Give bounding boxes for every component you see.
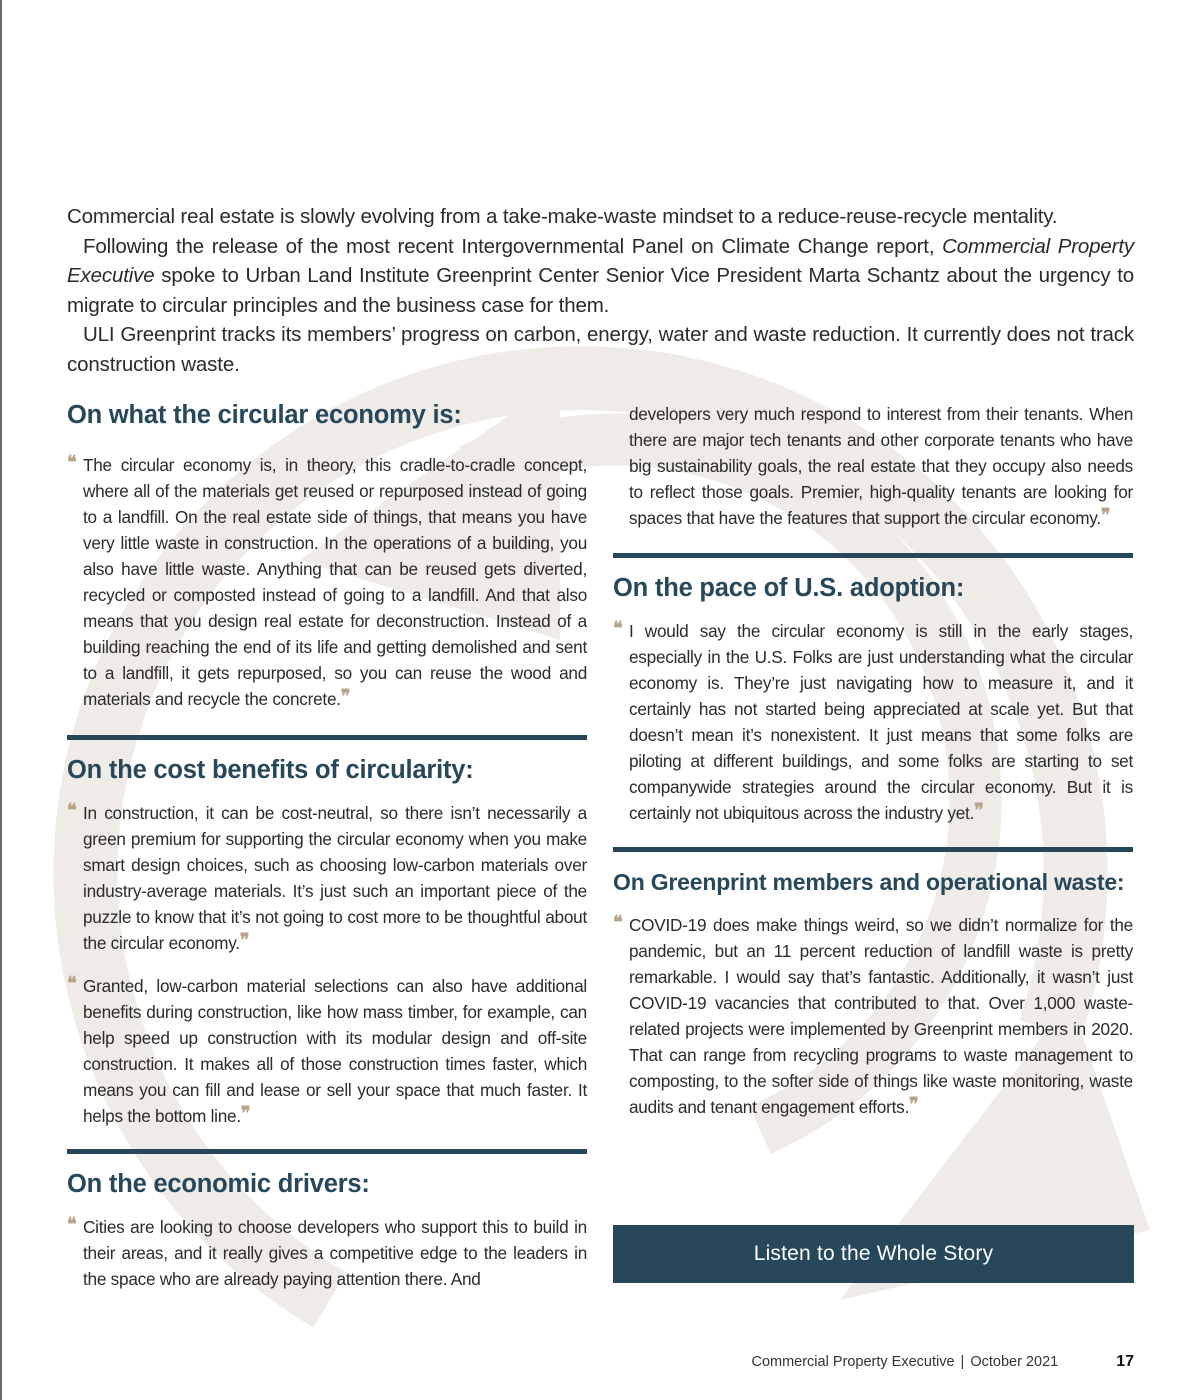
- close-quote-icon: ❞: [239, 930, 250, 951]
- footer-date: October 2021: [970, 1354, 1059, 1370]
- publication-name-italic: Commercial Property Executive: [67, 234, 1134, 288]
- listen-whole-story-button[interactable]: Listen to the Whole Story: [613, 1225, 1134, 1283]
- intro-paragraph-2-text: Following the release of the most recent Intergovernmental Panel on Climate Change report,: [83, 234, 943, 258]
- quote-text: COVID-19 does make things weird, so we didn’t normalize for the pandemic, but an 11 percent reduction of landfill waste is pretty remarkable. I would say that’s fantastic. Additionally, it wasn’t just COVID-19 vacancies that contributed to that. Over 1,000 waste-related projects were implemented by Greenprint members in 2020. That can range from recycling programs to waste management to composting, to the softer side of things like waste monitoring, waste audits and tenant engagement efforts.: [629, 915, 1133, 1117]
- quote-greenprint: [613, 912, 1133, 1120]
- quote-text: The circular economy is, in theory, this cradle-to-cradle concept, where all of the materials get reused or repurposed instead of going to a landfill. On the real estate side of things, that means you have very little waste in construction. In the operations of a building, you also have little waste. Anything that can be reused gets diverted, recycled or composted instead of going to a landfill. And that also means that you design real estate for deconstruction. Instead of a building reaching the end of its life and getting demolished and sent to a landfill, it gets repurposed, so you can reuse the wood and materials and recycle the concrete.: [83, 455, 587, 709]
- close-quote-icon: ❞: [1100, 505, 1111, 526]
- section-heading-circular: On what the circular economy is:: [67, 401, 462, 429]
- open-quote-icon: ❝: [67, 452, 77, 473]
- intro-paragraph-3: ULI Greenprint tracks its members’ progress on carbon, energy, water and waste reduction. It currently does not track construction waste.: [67, 323, 1134, 376]
- intro-text: [67, 202, 1134, 380]
- open-quote-icon: ❝: [613, 618, 623, 639]
- open-quote-icon: ❝: [67, 1214, 77, 1235]
- quote-cost-1: [67, 800, 587, 956]
- close-quote-icon: ❞: [908, 1094, 919, 1115]
- quote-circular: [67, 452, 587, 712]
- left-column: [67, 398, 587, 1292]
- section-heading-pace: On the pace of U.S. adoption:: [613, 574, 965, 602]
- right-column: [613, 401, 1133, 1120]
- intro-paragraph-2: [67, 232, 1134, 321]
- open-quote-icon: ❝: [67, 800, 77, 821]
- footer-separator: |: [960, 1354, 965, 1370]
- quote-text: Cities are looking to choose developers who support this to build in their areas, and it really gives a competitive edge to the leaders in the space who are already paying attention there. And: [83, 1217, 587, 1289]
- quote-text: In construction, it can be cost-neutral, so there isn’t necessarily a green premium for supporting the circular economy when you make smart design choices, such as choosing low-carbon materials over industry-average materials. It’s just such an important piece of the puzzle to know that it’s not going to cost more to be thoughtful about the circular economy.: [83, 803, 587, 953]
- quote-text: I would say the circular economy is still in the early stages, especially in the U.S. Folks are just understanding what the circular economy is. They’re just navigating how to measure it, and it certainly has not started being appreciated at scale yet. But that doesn’t mean it’s nonexistent. It just means that some folks are piloting at different buildings, and some folks are starting to set companywide strategies around the circular economy. But it is certainly not ubiquitous across the industry yet.: [629, 621, 1133, 823]
- page-number: 17: [1116, 1353, 1134, 1370]
- open-quote-icon: ❝: [67, 973, 77, 994]
- quote-drivers-continued: [613, 401, 1133, 531]
- section-heading-cost: On the cost benefits of circularity:: [67, 756, 474, 784]
- quote-text: developers very much respond to interest from their tenants. When there are major tech tenants and other corporate tenants who have big sustainability goals, the real estate that they occupy also needs to reflect those goals. Premier, high-quality tenants are looking for spaces that have the features that support the circular economy.: [629, 404, 1133, 528]
- section-heading-greenprint: On Greenprint members and operational waste:: [613, 869, 1125, 895]
- open-quote-icon: ❝: [613, 912, 623, 933]
- quote-text: Granted, low-carbon material selections can also have additional benefits during construction, like how mass timber, for example, can help speed up construction with its modular design and off-site construction. It makes all of those construction times faster, which means you can fill and lease or sell your space that much faster. It helps the bottom line.: [83, 976, 587, 1126]
- close-quote-icon: ❞: [974, 800, 984, 821]
- quote-cost-2: [67, 973, 587, 1129]
- intro-paragraph-1: Commercial real estate is slowly evolving from a take-make-waste mindset to a reduce-reuse-recycle mentality.: [67, 205, 1058, 228]
- page-footer: [600, 1353, 1134, 1371]
- section-heading-drivers: On the economic drivers:: [67, 1170, 370, 1198]
- intro-paragraph-2-text-cont: spoke to Urban Land Institute Greenprint Center Senior Vice President Marta Schantz about the urgency to migrate to circular principles and the business case for them.: [67, 264, 1134, 317]
- close-quote-icon: ❞: [340, 686, 351, 707]
- quote-drivers-start: [67, 1214, 587, 1292]
- close-quote-icon: ❞: [240, 1103, 251, 1124]
- quote-pace: [613, 618, 1133, 826]
- footer-publication: Commercial Property Executive: [751, 1354, 955, 1370]
